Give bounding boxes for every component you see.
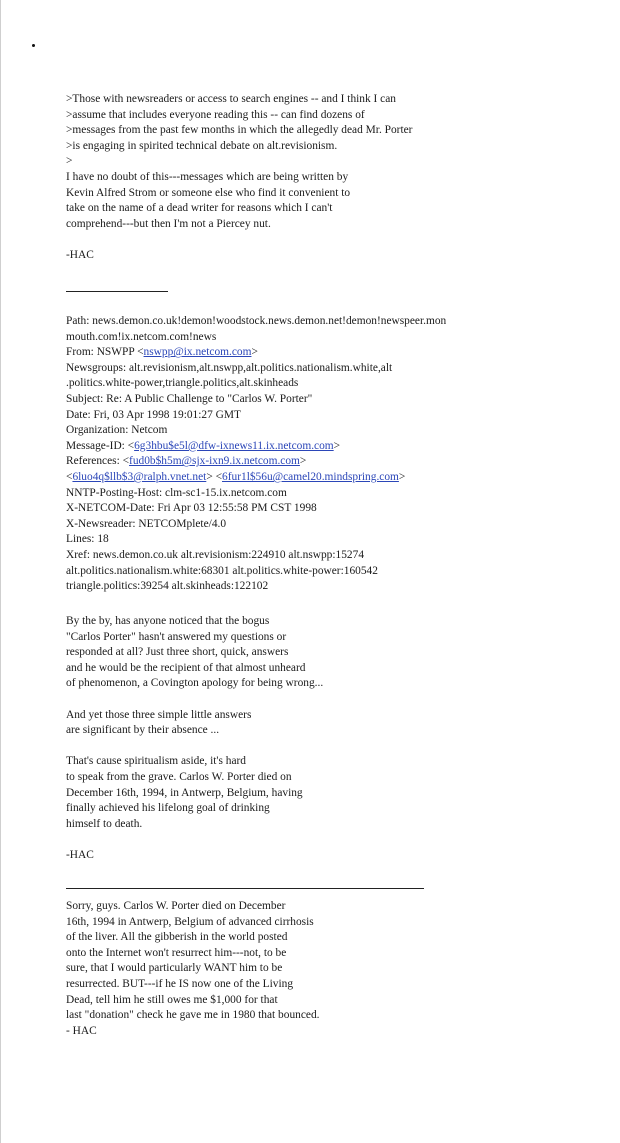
- reply-line: take on the name of a dead writer for reasons which I can't: [66, 202, 333, 215]
- body-line: finally achieved his lifelong goal of drinking: [66, 802, 270, 815]
- reference-link[interactable]: fud0b$h5m@sjx-ixn9.ix.netcom.com: [129, 455, 300, 468]
- header-netcom-date: X-NETCOM-Date: Fri Apr 03 12:55:58 PM CST 1998: [66, 502, 317, 515]
- header-newsgroups: Newsgroups: alt.revisionism,alt.nswpp,alt.politics.nationalism.white,alt: [66, 361, 393, 374]
- closing-line: onto the Internet won't resurrect him---not, to be: [66, 946, 287, 959]
- closing-message: [66, 899, 546, 1039]
- page-edge: [0, 0, 1, 1143]
- header-xref: Xref: news.demon.co.uk alt.revisionism:224910 alt.nswpp:15274: [66, 548, 365, 561]
- closing-line: 16th, 1994 in Antwerp, Belgium of advanced cirrhosis: [66, 915, 314, 928]
- header-message-id: Message-ID: <6g3hbu$e5l@dfw-ixnews11.ix.netcom.com>: [66, 439, 341, 452]
- reference-link[interactable]: 6luo4q$llb$3@ralph.vnet.net: [72, 470, 207, 483]
- quote-line: >Those with newsreaders or access to search engines -- and I think I can: [66, 93, 396, 105]
- closing-line: Dead, tell him he still owes me $1,000 for that: [66, 993, 278, 1006]
- reply-line: Kevin Alfred Strom or someone else who find it convenient to: [66, 186, 351, 199]
- divider: [66, 291, 168, 292]
- closing-line: last "donation" check he gave me in 1980 that bounced.: [66, 1009, 320, 1022]
- body-line: December 16th, 1994, in Antwerp, Belgium, having: [66, 786, 303, 799]
- speck: [32, 44, 35, 47]
- body-line: "Carlos Porter" hasn't answered my questions or: [66, 630, 287, 643]
- quote-line: >: [66, 155, 73, 168]
- reference-link[interactable]: 6fur1l$56u@camel20.mindspring.com: [222, 470, 399, 483]
- body-line: and he would be the recipient of that almost unheard: [66, 661, 306, 674]
- signature: -HAC: [66, 248, 94, 261]
- body-line: That's cause spiritualism aside, it's hard: [66, 755, 246, 768]
- reply-line: I have no doubt of this---messages which are being written by: [66, 170, 349, 183]
- header-date: Date: Fri, 03 Apr 1998 19:01:27 GMT: [66, 408, 241, 421]
- body-line: to speak from the grave. Carlos W. Porter died on: [66, 770, 292, 783]
- message-id-link[interactable]: 6g3hbu$e5l@dfw-ixnews11.ix.netcom.com: [134, 439, 334, 452]
- quote-line: >is engaging in spirited technical debate on alt.revisionism.: [66, 139, 338, 152]
- header-lines: Lines: 18: [66, 533, 109, 546]
- header-references-cont: <6luo4q$llb$3@ralph.vnet.net> <6fur1l$56u@camel20.mindspring.com>: [66, 470, 406, 483]
- quoted-message: [66, 92, 546, 264]
- message-body: [66, 614, 546, 864]
- header-subject: Subject: Re: A Public Challenge to "Carlos W. Porter": [66, 392, 313, 405]
- header-xref: alt.politics.nationalism.white:68301 alt.politics.white-power:160542: [66, 564, 378, 577]
- body-line: of phenomenon, a Covington apology for being wrong...: [66, 677, 324, 690]
- closing-line: resurrected. BUT---if he IS now one of the Living: [66, 977, 294, 990]
- quote-line: >assume that includes everyone reading this -- can find dozens of: [66, 108, 365, 121]
- header-nntp-host: NNTP-Posting-Host: clm-sc1-15.ix.netcom.com: [66, 486, 287, 499]
- body-line: responded at all? Just three short, quick, answers: [66, 646, 289, 659]
- closing-line: Sorry, guys. Carlos W. Porter died on December: [66, 900, 286, 912]
- header-path: Path: news.demon.co.uk!demon!woodstock.news.demon.net!demon!newspeer.mon: [66, 315, 447, 327]
- body-line: himself to death.: [66, 817, 143, 830]
- header-organization: Organization: Netcom: [66, 424, 168, 437]
- signature: - HAC: [66, 1024, 97, 1037]
- body-line: are significant by their absence ...: [66, 724, 220, 737]
- body-line: By the by, has anyone noticed that the bogus: [66, 615, 270, 627]
- header-xref: triangle.politics:39254 alt.skinheads:122102: [66, 580, 269, 593]
- signature: -HAC: [66, 848, 94, 861]
- message-headers: [66, 314, 546, 595]
- divider: [66, 888, 424, 889]
- header-references: References: <fud0b$h5m@sjx-ixn9.ix.netcom.com>: [66, 455, 307, 468]
- body-line: And yet those three simple little answers: [66, 708, 252, 721]
- closing-line: sure, that I would particularly WANT him to be: [66, 962, 283, 975]
- header-newsreader: X-Newsreader: NETCOMplete/4.0: [66, 517, 227, 530]
- closing-line: of the liver. All the gibberish in the world posted: [66, 931, 288, 944]
- header-path: mouth.com!ix.netcom.com!news: [66, 330, 217, 343]
- header-from: From: NSWPP <nswpp@ix.netcom.com>: [66, 346, 258, 359]
- quote-line: >messages from the past few months in which the allegedly dead Mr. Porter: [66, 124, 413, 137]
- reply-line: comprehend---but then I'm not a Piercey nut.: [66, 217, 271, 230]
- header-newsgroups: .politics.white-power,triangle.politics,alt.skinheads: [66, 377, 299, 390]
- from-email-link[interactable]: nswpp@ix.netcom.com: [143, 346, 252, 359]
